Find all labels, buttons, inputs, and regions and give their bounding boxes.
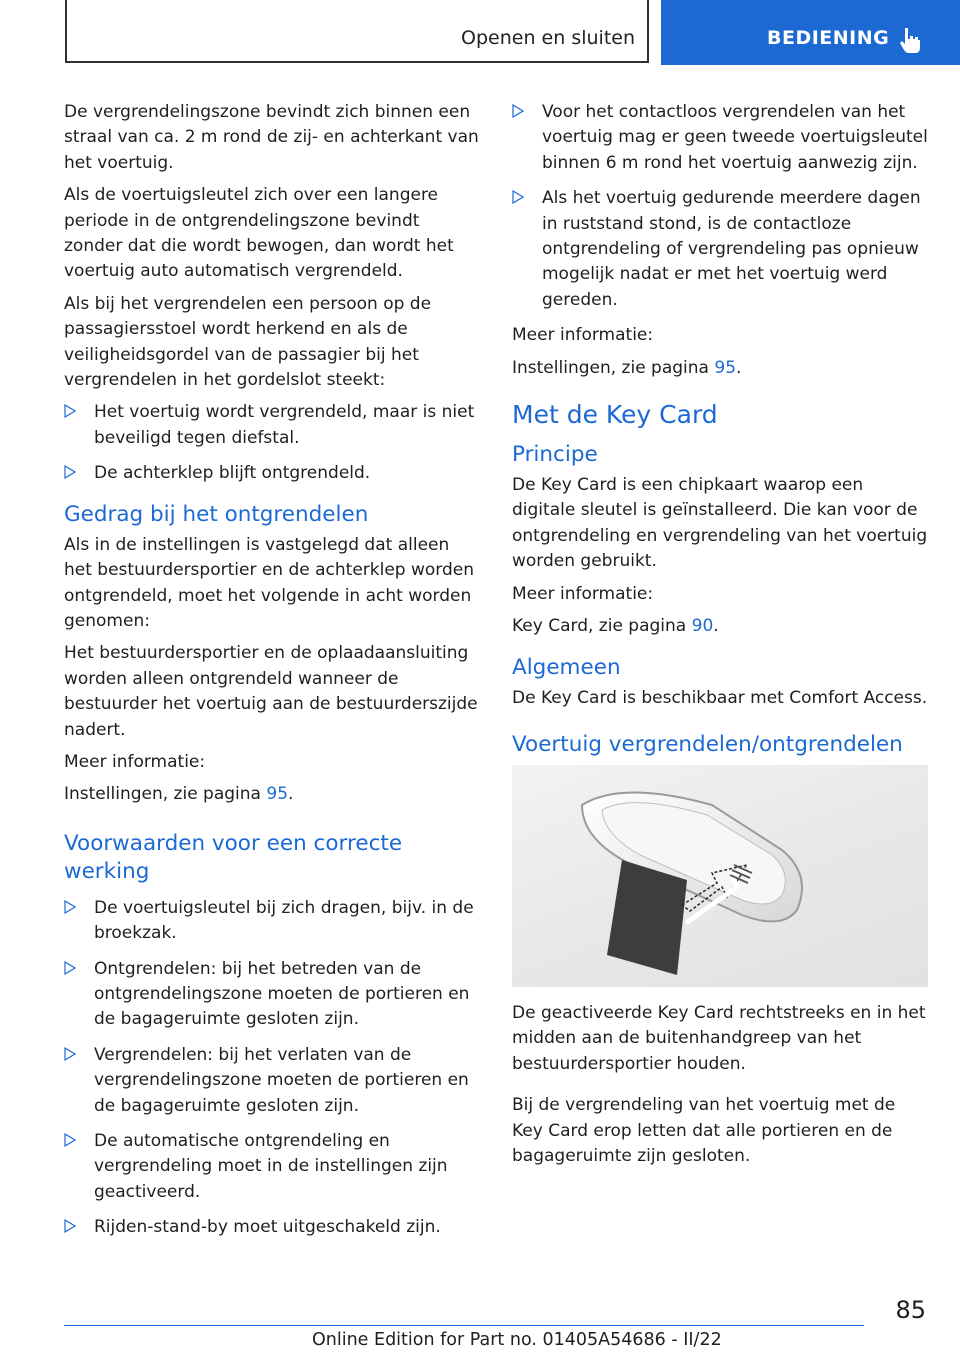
triangle-bullet-icon: [64, 1133, 76, 1147]
reference-text: Instellingen, zie pagina: [512, 357, 709, 378]
bullet-text: De achterklep blijft ontgrendeld.: [94, 463, 371, 484]
bullet-text: De voertuigsleutel bij zich dragen, bijv. in de broekzak.: [94, 897, 474, 944]
hand-pointer-icon: [897, 26, 923, 54]
chapter-title: Openen en sluiten: [461, 27, 635, 49]
paragraph: Bij de vergrendeling van het voertuig met de Key Card erop letten dat alle portieren en de bagageruimte zijn gesloten.: [512, 1095, 896, 1166]
paragraph: De Key Card is beschikbaar met Comfort Access.: [512, 687, 928, 708]
heading-gedrag: Gedrag bij het ontgrendelen: [64, 501, 369, 527]
heading-algemeen: Algemeen: [512, 654, 621, 680]
bullet-item: [64, 1215, 481, 1240]
edition-text: Online Edition for Part no. 01405A54686 - II/22: [312, 1330, 722, 1350]
door-handle-illustration: [512, 765, 928, 987]
section-title: BEDIENING: [767, 27, 890, 49]
more-info-label: Meer informatie:: [512, 583, 654, 604]
paragraph: Het bestuurdersportier en de oplaadaansluiting worden alleen ontgrendeld wanneer de bestuurder het voertuig aan de bestuurderszijde nadert.: [64, 643, 478, 740]
reference-suffix: .: [713, 616, 719, 637]
bullet-text: Het voertuig wordt vergrendeld, maar is niet beveiligd tegen diefstal.: [94, 402, 475, 448]
paragraph: De vergrendelingszone bevindt zich binnen een straal van ca. 2 m rond de zij- en achterkant van het voertuig.: [64, 102, 479, 173]
bullet-item: [512, 100, 929, 176]
paragraph: De Key Card is een chipkaart waarop een digitale sleutel is geïnstalleerd. Die kan voor de ontgrendeling en vergrendeling van het voertuig worden gebruikt.: [512, 475, 928, 572]
more-info-label: Meer informatie:: [64, 751, 206, 772]
bullet-item: [64, 1043, 481, 1119]
reference-suffix: .: [736, 357, 742, 378]
more-info-label: Meer informatie:: [512, 325, 654, 346]
paragraph: Als de voertuigsleutel zich over een langere periode in de ontgrendelingszone bevindt zonder dat die wordt bewogen, dan wordt het voertuig auto automatisch vergrendeld.: [64, 185, 454, 282]
bullet-text: De automatische ontgrendeling en vergrendeling moet in de instellingen zijn geactiveerd.: [94, 1131, 448, 1202]
bullet-item: [64, 957, 481, 1033]
page-reference: [512, 356, 929, 381]
bullet-text: Als het voertuig gedurende meerdere dagen in ruststand stond, is de contactloze ontgrendeling of vergrendeling pas opnieuw mogelijk nadat er met het voertuig werd gereden.: [542, 188, 921, 310]
heading-principe: Principe: [512, 442, 598, 468]
triangle-bullet-icon: [64, 404, 76, 418]
paragraph: De geactiveerde Key Card rechtstreeks en in het midden aan de buitenhandgreep van het bestuurdersportier houden.: [512, 1002, 926, 1074]
bullet-item: [64, 400, 481, 451]
bullet-text: Ontgrendelen: bij het betreden van de ontgrendelingszone moeten de portieren en de bagageruimte gesloten zijn.: [94, 958, 470, 1030]
bullet-text: Rijden-stand-by moet uitgeschakeld zijn.: [94, 1217, 441, 1238]
triangle-bullet-icon: [512, 190, 524, 204]
triangle-bullet-icon: [512, 104, 524, 118]
paragraph: Als bij het vergrendelen een persoon op de passagiersstoel wordt herkend en als de veiligheidsgordel van de passagier bij het vergrendelen in het gordelslot steekt:: [64, 293, 432, 391]
left-column: [64, 100, 481, 1251]
bullet-text: Voor het contactloos vergrendelen van het voertuig mag er geen tweede voertuigsleutel binnen 6 m rond het voertuig aanwezig zijn.: [542, 102, 928, 173]
page-link[interactable]: 95: [266, 784, 289, 805]
bullet-item: [64, 461, 481, 486]
triangle-bullet-icon: [64, 961, 76, 975]
bullet-item: [512, 186, 929, 313]
footer-divider: [64, 1325, 864, 1326]
reference-text: Instellingen, zie pagina: [64, 784, 261, 805]
key-card-door-handle-image: [512, 765, 928, 987]
bullet-item: [64, 896, 481, 947]
page-reference: [512, 614, 929, 639]
triangle-bullet-icon: [64, 465, 76, 479]
bullet-item: [64, 1129, 481, 1205]
page-link[interactable]: 95: [714, 357, 737, 378]
heading-key-card: Met de Key Card: [512, 400, 718, 430]
bullet-text: Vergrendelen: bij het verlaten van de vergrendelingszone moeten de portieren en de bagageruimte gesloten zijn.: [94, 1044, 469, 1116]
triangle-bullet-icon: [64, 1219, 76, 1233]
right-column: [512, 100, 929, 1176]
header-section-tab[interactable]: [661, 0, 960, 65]
heading-vergrendelen: Voertuig vergrendelen/ontgrendelen: [512, 731, 903, 757]
paragraph: Als in de instellingen is vastgelegd dat alleen het bestuurdersportier en de achterklep worden ontgrendeld, moet het volgende in acht worden genomen:: [64, 534, 475, 631]
triangle-bullet-icon: [64, 1047, 76, 1061]
heading-voorwaarden: Voorwaarden voor een correcte werking: [64, 830, 403, 884]
triangle-bullet-icon: [64, 900, 76, 914]
page-link[interactable]: 90: [691, 616, 714, 637]
reference-text: Key Card, zie pagina: [512, 616, 687, 637]
page-number: 85: [895, 1296, 926, 1324]
reference-suffix: .: [288, 784, 294, 805]
header-chapter-box: [65, 0, 649, 63]
page-reference: [64, 782, 481, 807]
